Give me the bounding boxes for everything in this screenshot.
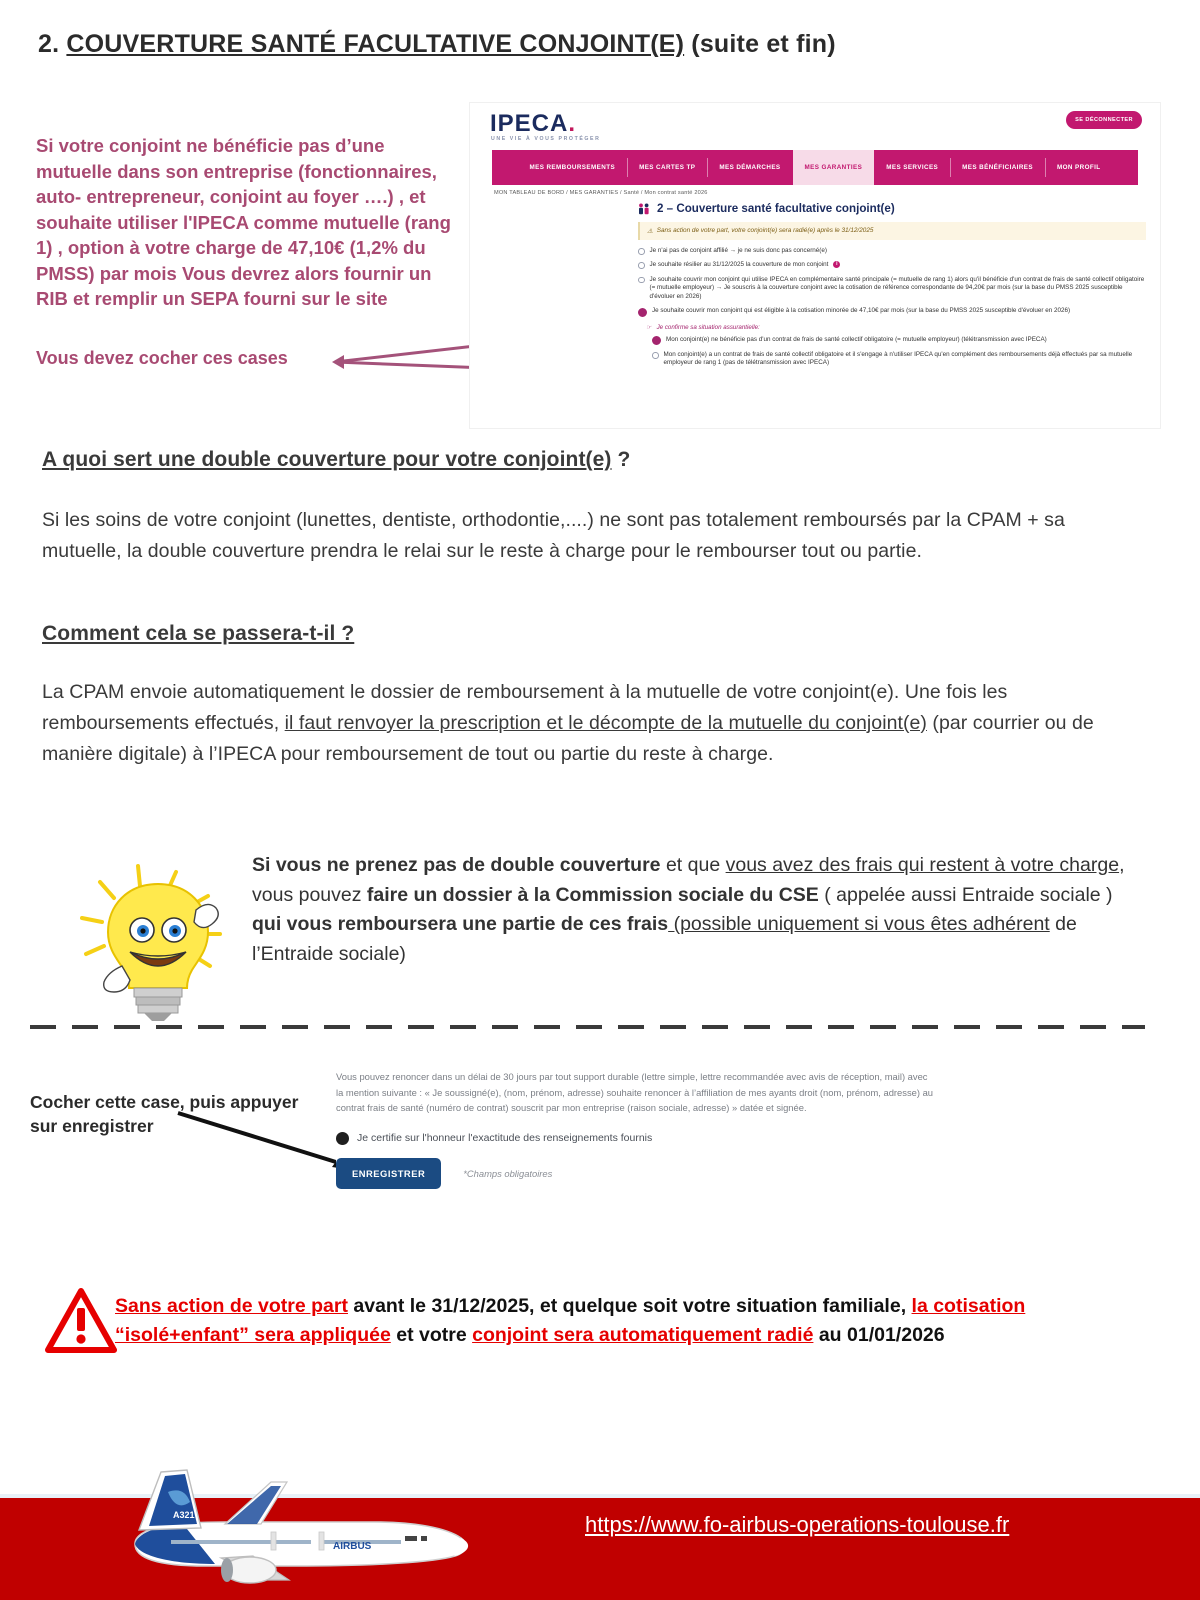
radio-option-label: Je souhaite couvrir mon conjoint qui utilise IPECA en complémentaire santé principale (= mutuelle de rang 1) alors qu'il bénéficie d'un contrat de frais de santé collectif obligatoire (= mutuelle employeur) → Je souscris à la couverture conjoint avec la cotisation de référence correspondante de 94,20€ par mois (sur la base du PMSS 2025 susceptible d'évoluer en 2026)	[649, 275, 1145, 300]
certify-label: Je certifie sur l'honneur l'exactitude des renseignements fournis	[357, 1132, 653, 1144]
radio-option-resilier[interactable]	[638, 261, 1146, 269]
heading-double-couverture-tail: ?	[611, 448, 631, 471]
tip-part-4: , vous pouvez	[252, 854, 1125, 906]
tip-text	[252, 851, 1132, 969]
paragraph-double-couverture: Si les soins de votre conjoint (lunettes, dentiste, orthodontie,....) ne sont pas totalement remboursés par la CPAM + sa mutuelle, la double couverture prendra le relai sur le reste à charge pour le rembourser tout ou partie.	[42, 509, 1065, 562]
certify-checkbox-row[interactable]	[336, 1132, 956, 1145]
paragraph-comment-cela	[42, 677, 1137, 770]
ipeca-navbar	[492, 150, 1138, 185]
radio-icon-selected[interactable]	[638, 308, 647, 317]
heading-double-couverture-underlined: A quoi sert une double couverture pour votre conjoint(e)	[42, 448, 612, 471]
radio-option-label: Je souhaite résilier au 31/12/2025 la couverture de mon conjoint	[649, 261, 829, 269]
warning-part-6: au 01/01/2026	[813, 1324, 945, 1346]
ipeca-logo-accent: .	[568, 110, 577, 137]
tip-part-7: qui vous remboursera une partie de ces frais	[252, 913, 669, 935]
plane-brand-text: AIRBUS	[333, 1541, 372, 1552]
warning-part-5: conjoint sera automatiquement radié	[472, 1324, 814, 1346]
tip-part-9: de l’Entraide sociale)	[252, 913, 1077, 965]
radio-icon[interactable]	[638, 248, 645, 255]
nav-item-mes-services[interactable]: MES SERVICES	[886, 164, 939, 171]
final-warning-text	[115, 1292, 1135, 1350]
page-title	[38, 30, 1138, 59]
warning-part-3: la cotisation “isolé+enfant” sera appliquée	[115, 1295, 1026, 1346]
breadcrumb[interactable]: MON TABLEAU DE BORD / MES GARANTIES / Santé / Mon contrat santé 2026	[494, 190, 708, 196]
ipeca-content	[638, 202, 1146, 374]
footer-url-link[interactable]: https://www.fo-airbus-operations-toulouse.fr	[585, 1512, 1010, 1537]
nav-item-mes-demarches[interactable]: MES DÉMARCHES	[707, 150, 792, 185]
svg-text:A321: A321	[173, 1510, 195, 1520]
annotation-left-block: Si votre conjoint ne bénéficie pas d’une mutuelle dans son entreprise (fonctionnaires, auto- entrepreneur, conjoint au foyer ….) , et souhaite utiliser l'IPECA comme mutuelle (rang 1) , option à votre charge de 47,10€ (1,2% du PMSS) par mois Vous devrez alors fournir un RIB et remplir un SEPA fourni sur le site	[36, 135, 451, 309]
heading-comment-cela-text: Comment cela se passera-t-il ?	[42, 622, 355, 645]
family-icon	[638, 203, 651, 215]
paragraph-part-underlined: il faut renvoyer la prescription et le décompte de la mutuelle du conjoint(e)	[284, 712, 927, 734]
paragraph-part-2: (par courrier ou de manière digitale) à l’IPECA pour remboursement de tout ou partie du reste à charge.	[42, 712, 1094, 765]
annotation-check-boxes: Vous devez cocher ces cases	[36, 348, 288, 368]
dashed-divider	[30, 1025, 1145, 1029]
lightbulb-icon	[70, 848, 250, 1023]
radio-option-no-spouse[interactable]	[638, 247, 1146, 255]
save-row	[336, 1158, 956, 1189]
tip-part-6: ( appelée aussi Entraide sociale )	[818, 883, 1113, 906]
radio-icon-selected[interactable]	[652, 336, 661, 345]
annotation-cocher-case: Cocher cette case, puis appuyer sur enregistrer	[30, 1092, 299, 1136]
radio-suboption-has-collective-contract[interactable]	[652, 351, 1146, 368]
radio-option-cotisation-minoree[interactable]	[638, 307, 1146, 317]
page-title-number: 2.	[38, 30, 60, 58]
radio-icon[interactable]	[652, 352, 659, 359]
renunciation-form-screenshot	[336, 1063, 956, 1233]
nav-item-mes-garanties[interactable]: MES GARANTIES	[793, 150, 875, 185]
page-title-suffix: (suite et fin)	[691, 30, 836, 58]
logout-button[interactable]: SE DÉCONNECTER	[1066, 111, 1142, 129]
hand-pointer-icon: ☞	[646, 323, 652, 331]
airbus-a321-illustration	[75, 1452, 545, 1592]
radio-suboption-label: Mon conjoint(e) ne bénéficie pas d'un contrat de frais de santé collectif obligatoire (= mutuelle employeur) (télétransmission avec IPECA)	[666, 335, 1047, 343]
contract-warning-banner	[638, 222, 1146, 240]
warning-part-1: Sans action de votre part	[115, 1295, 348, 1317]
contract-section-title-text: 2 – Couverture santé facultative conjoint(e)	[657, 202, 895, 215]
radio-suboption-no-collective-contract[interactable]	[652, 336, 1146, 346]
ipeca-logo-tagline: UNE VIE À VOUS PROTÉGER	[491, 136, 601, 142]
radio-option-label: Je souhaite couvrir mon conjoint qui est éligible à la cotisation minorée de 47,10€ par mois (sur la base du PMSS 2025 susceptible d'évoluer en 2026)	[652, 307, 1071, 315]
nav-item-mon-profil[interactable]: MON PROFIL	[1045, 150, 1113, 185]
heading-double-couverture	[42, 448, 1142, 472]
enregistrer-button[interactable]: ENREGISTRER	[336, 1158, 441, 1189]
radio-suboption-label: Mon conjoint(e) a un contrat de frais de santé collectif obligatoire et il s'engage à n'utiliser IPECA qu'en complément des remboursements déjà effectués par sa mutuelle employeur de rang 1 (pas de télétransmission avec IPECA)	[663, 351, 1133, 367]
warning-part-4: et votre	[390, 1324, 473, 1346]
nav-item-mes-remboursements[interactable]: MES REMBOURSEMENTS	[529, 164, 616, 171]
tip-part-2: et que	[660, 854, 726, 876]
warning-part-2: avant le 31/12/2025, et quelque soit votre situation familiale,	[347, 1295, 912, 1317]
ipeca-logo[interactable]	[490, 110, 576, 138]
contract-section-title	[638, 202, 1146, 215]
heading-comment-cela	[42, 622, 1142, 646]
paragraph-part-1: La CPAM envoie automatiquement le dossier de remboursement à la mutuelle de votre conjoint(e). Une fois les remboursements effectués,	[42, 681, 1008, 734]
confirm-situation-label-row	[646, 324, 1146, 331]
page-title-main: COUVERTURE SANTÉ FACULTATIVE CONJOINT(E)	[66, 30, 685, 58]
info-badge-icon[interactable]: i	[833, 261, 840, 268]
required-fields-note: *Champs obligatoires	[463, 1167, 553, 1179]
warning-triangle-icon	[45, 1288, 117, 1354]
tip-part-1: Si vous ne prenez pas de double couverture	[252, 854, 661, 876]
nav-item-mes-cartes-tp[interactable]: MES CARTES TP	[627, 150, 707, 185]
radio-icon[interactable]	[638, 277, 645, 284]
radio-option-cotisation-reference[interactable]	[638, 276, 1146, 301]
tip-part-8: (possible uniquement si vous êtes adhérent	[668, 913, 1050, 935]
ipeca-portal-screenshot	[470, 103, 1160, 428]
renunciation-text: Vous pouvez renoncer dans un délai de 30 jours par tout support durable (lettre simple, lettre recommandée avec avis de réception, mail) avec la mention suivante : « Je soussigné(e), (nom, prénom, adresse) souhaite renoncer à l’affiliation de mes ayants droit (nom, prénom, adresse) au contrat frais de santé (numéro de contrat) souscrit par mon entreprise (raison sociale, adresse) » datée et signée.	[336, 1071, 934, 1113]
tip-part-5: faire un dossier à la Commission sociale du CSE	[366, 883, 819, 906]
radio-icon[interactable]	[638, 262, 645, 269]
ipeca-logo-text: IPECA	[490, 110, 569, 137]
checkbox-checked-icon[interactable]	[336, 1132, 349, 1145]
tip-part-3: vous avez des frais qui restent à votre charge	[725, 854, 1120, 876]
radio-option-label: Je n'ai pas de conjoint affilié → je ne suis donc pas concerné(e)	[649, 247, 828, 254]
confirm-situation-label: Je confirme sa situation assurantielle:	[656, 323, 760, 331]
contract-warning-text: Sans action de votre part, votre conjoint(e) sera radié(e) après le 31/12/2025	[656, 227, 874, 234]
warning-triangle-icon: ⚠	[647, 228, 653, 235]
ipeca-header	[470, 103, 1160, 150]
nav-item-mes-beneficiaires[interactable]: MES BÉNÉFICIAIRES	[950, 150, 1045, 185]
